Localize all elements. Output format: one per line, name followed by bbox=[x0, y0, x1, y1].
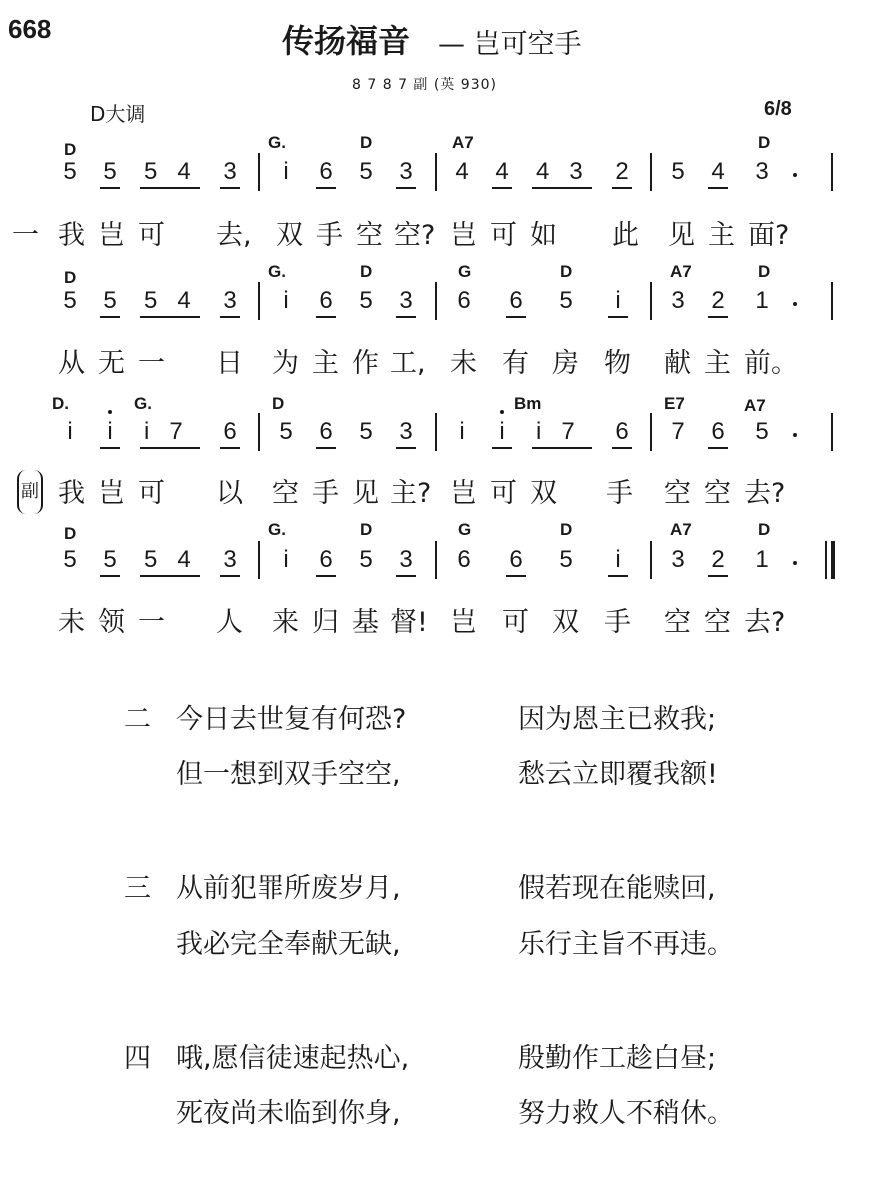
refrain-marker: 副 bbox=[17, 470, 43, 514]
note: 5 bbox=[559, 546, 573, 573]
chord: D bbox=[360, 133, 373, 152]
chord: A7 bbox=[744, 396, 766, 415]
note: 5 bbox=[671, 158, 685, 185]
note: 6 bbox=[316, 158, 336, 189]
verse-number: 二 bbox=[124, 704, 151, 735]
key-signature: D大调 bbox=[90, 102, 146, 126]
note: 2 bbox=[708, 546, 728, 577]
octave-dot bbox=[500, 410, 504, 414]
note: 6 bbox=[316, 287, 336, 318]
note-group: i 7 bbox=[532, 418, 592, 449]
note: 5 bbox=[63, 158, 77, 185]
octave-dot bbox=[108, 410, 112, 414]
verse-line: 死夜尚未临到你身, bbox=[176, 1098, 401, 1129]
verse-line: 努力救人不稍休。 bbox=[518, 1098, 734, 1129]
augmentation-dot bbox=[793, 302, 797, 306]
note: 5 bbox=[359, 546, 373, 573]
chord: D bbox=[758, 262, 771, 281]
note: 6 bbox=[220, 418, 240, 449]
note: 3 bbox=[220, 546, 240, 577]
verse-line: 从前犯罪所废岁月, bbox=[176, 873, 401, 904]
chord: G bbox=[458, 520, 472, 539]
note: 6 bbox=[708, 418, 728, 449]
verse-line: 因为恩主已救我; bbox=[518, 704, 717, 735]
final-barline-thick bbox=[831, 541, 835, 579]
note: 3 bbox=[396, 546, 416, 577]
chord: A7 bbox=[670, 520, 692, 539]
note-group: 4 3 bbox=[532, 158, 592, 189]
verse-line: 哦,愿信徒速起热心, bbox=[176, 1043, 410, 1074]
barline bbox=[831, 282, 833, 320]
chord: G. bbox=[134, 394, 152, 413]
note: i bbox=[608, 287, 628, 318]
chord: D bbox=[758, 133, 771, 152]
note: 5 bbox=[359, 418, 373, 445]
note: i bbox=[283, 546, 289, 573]
chord: G bbox=[458, 262, 472, 281]
chord: D. bbox=[52, 394, 69, 413]
chord: D bbox=[64, 140, 77, 159]
lyrics-line: 从 无 一 日 为 主 作 工, 未 有 房 物 献 主 前。 bbox=[58, 348, 798, 379]
hymn-number: 668 bbox=[8, 14, 52, 44]
note: 5 bbox=[100, 287, 120, 318]
note: 2 bbox=[612, 158, 632, 189]
barline bbox=[831, 413, 833, 451]
note: i bbox=[608, 546, 628, 577]
note: 5 bbox=[279, 418, 293, 445]
note: 6 bbox=[457, 546, 471, 573]
verse-line: 我必完全奉献无缺, bbox=[176, 929, 401, 960]
chord: A7 bbox=[452, 133, 474, 152]
barline bbox=[435, 541, 437, 579]
note: i bbox=[283, 158, 289, 185]
barline bbox=[650, 282, 652, 320]
chord: D bbox=[360, 520, 373, 539]
note: 3 bbox=[396, 418, 416, 449]
hymn-subtitle: — 岂可空手 bbox=[438, 29, 582, 60]
verse-line: 但一想到双手空空, bbox=[176, 759, 401, 790]
note: 5 bbox=[359, 287, 373, 314]
hymn-title: 传扬福音 bbox=[282, 22, 411, 60]
barline bbox=[258, 153, 260, 191]
note: 1 bbox=[755, 546, 769, 573]
chord: G. bbox=[268, 262, 286, 281]
note: 3 bbox=[396, 158, 416, 189]
barline bbox=[650, 541, 652, 579]
note-group: 5 4 bbox=[140, 287, 200, 318]
verse-number: 四 bbox=[124, 1043, 151, 1074]
chord: D bbox=[758, 520, 771, 539]
note: 5 bbox=[100, 546, 120, 577]
note: 1 bbox=[755, 287, 769, 314]
verse-line: 殷勤作工趁白昼; bbox=[518, 1043, 717, 1074]
note: 5 bbox=[63, 546, 77, 573]
note: 3 bbox=[671, 287, 685, 314]
note: 2 bbox=[708, 287, 728, 318]
barline bbox=[435, 153, 437, 191]
note: 3 bbox=[220, 158, 240, 189]
note: i bbox=[459, 418, 465, 445]
time-signature: 6/8 bbox=[764, 98, 792, 120]
note: 5 bbox=[63, 287, 77, 314]
note: 4 bbox=[492, 158, 512, 189]
chord: D bbox=[360, 262, 373, 281]
barline bbox=[258, 282, 260, 320]
lyrics-line: 未 领 一 人 来 归 基 督! 岂 可 双 手 空 空 去? bbox=[58, 607, 786, 638]
chord: G. bbox=[268, 520, 286, 539]
chord: D bbox=[560, 262, 573, 281]
note: 4 bbox=[455, 158, 469, 185]
note: 6 bbox=[506, 287, 526, 318]
barline bbox=[435, 282, 437, 320]
note: 5 bbox=[359, 158, 373, 185]
note: 6 bbox=[457, 287, 471, 314]
note: 3 bbox=[220, 287, 240, 318]
note: i bbox=[283, 287, 289, 314]
barline bbox=[435, 413, 437, 451]
verse-line: 愁云立即覆我额! bbox=[518, 759, 718, 790]
note-group: 5 4 bbox=[140, 546, 200, 577]
note: 6 bbox=[316, 546, 336, 577]
barline bbox=[650, 413, 652, 451]
augmentation-dot bbox=[793, 173, 797, 177]
lyrics-line: 我 岂 可 以 空 手 见 主? 岂 可 双 手 空 空 去? bbox=[58, 478, 786, 509]
note: 4 bbox=[708, 158, 728, 189]
barline bbox=[258, 541, 260, 579]
barline bbox=[258, 413, 260, 451]
chord: D bbox=[272, 394, 285, 413]
lyrics-line: 一 我 岂 可 去, 双 手 空 空? 岂 可 如 此 见 主 面? bbox=[12, 220, 790, 251]
barline bbox=[831, 153, 833, 191]
chord: D bbox=[64, 268, 77, 287]
note: 3 bbox=[671, 546, 685, 573]
chord: D bbox=[560, 520, 573, 539]
chord: Bm bbox=[514, 394, 542, 413]
augmentation-dot bbox=[793, 561, 797, 565]
augmentation-dot bbox=[793, 433, 797, 437]
chord: E7 bbox=[664, 394, 685, 413]
note-group: 5 4 bbox=[140, 158, 200, 189]
note-group: i 7 bbox=[140, 418, 200, 449]
verse-number: 三 bbox=[124, 873, 151, 904]
note: 7 bbox=[671, 418, 685, 445]
note: 6 bbox=[316, 418, 336, 449]
note: i bbox=[67, 418, 73, 445]
note: 3 bbox=[396, 287, 416, 318]
barline bbox=[650, 153, 652, 191]
verse-line: 假若现在能赎回, bbox=[518, 873, 716, 904]
note: i bbox=[100, 418, 120, 449]
note: 5 bbox=[100, 158, 120, 189]
note: 6 bbox=[612, 418, 632, 449]
meter-info: 8 7 8 7 副 (英 930) bbox=[352, 77, 497, 93]
note: 5 bbox=[755, 418, 769, 445]
note: 3 bbox=[755, 158, 769, 185]
final-barline-thin bbox=[825, 541, 827, 579]
chord: G. bbox=[268, 133, 286, 152]
note: 6 bbox=[506, 546, 526, 577]
note: 5 bbox=[559, 287, 573, 314]
verse-line: 乐行主旨不再违。 bbox=[518, 929, 734, 960]
chord: A7 bbox=[670, 262, 692, 281]
verse-line: 今日去世复有何恐? bbox=[176, 704, 407, 735]
note: i bbox=[492, 418, 512, 449]
chord: D bbox=[64, 524, 77, 543]
